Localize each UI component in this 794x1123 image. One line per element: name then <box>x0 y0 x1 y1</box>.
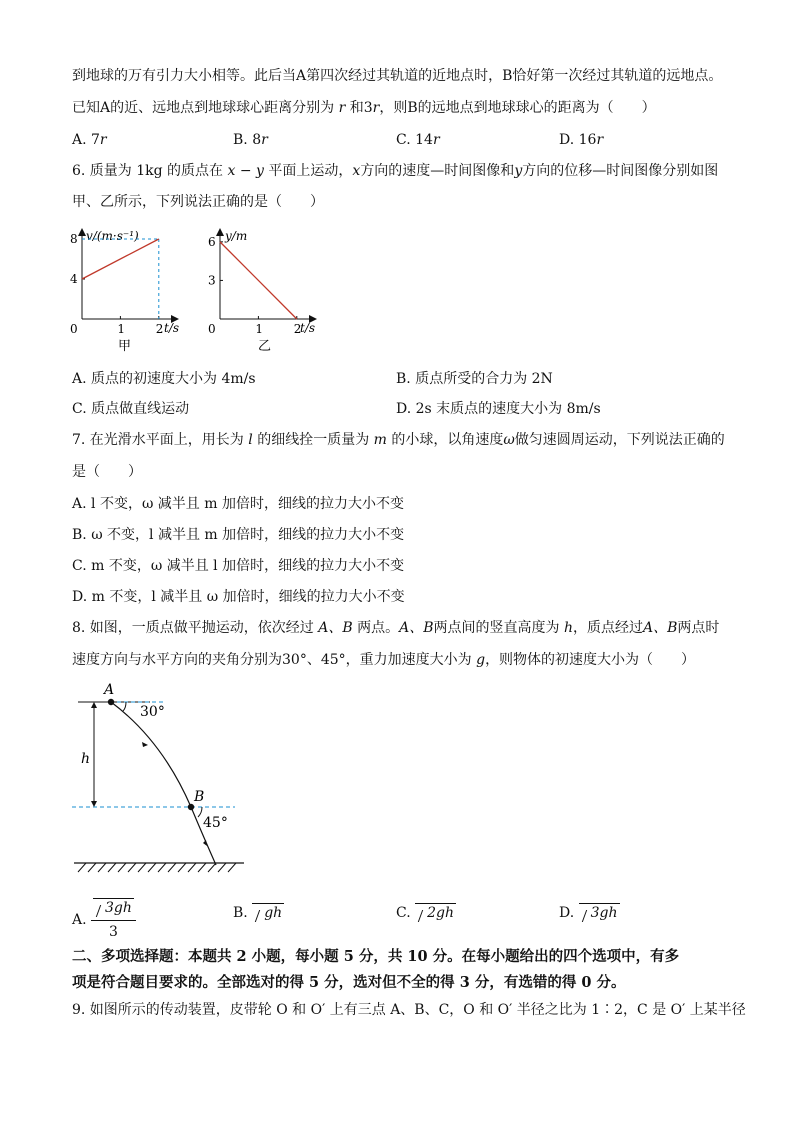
x-tick-label: 2 <box>155 322 164 336</box>
height-arrow-head-bottom <box>91 801 97 807</box>
x-tick-label: 1 <box>117 322 126 336</box>
q6-option-d[interactable]: D. 2s 末质点的速度大小为 8m/s <box>396 401 601 417</box>
chart-yi-title: 乙 <box>258 339 272 354</box>
angle-b-label: 45° <box>203 815 228 831</box>
x-tick-label: 0 <box>208 322 216 336</box>
q8-line1: 8. 如图，一质点做平抛运动，依次经过 A、B 两点。A、B两点间的竖直高度为 h，质点经过A、B两点时 <box>72 620 720 636</box>
q8-option-a[interactable]: A. $\frac{3gh}{3}$ <box>72 898 136 942</box>
chart-yi-xlabel: t/s <box>300 321 316 335</box>
q7-line2: 是（ ） <box>72 464 142 480</box>
q7-option-c[interactable]: C. m 不变，ω 减半且 l 加倍时，细线的拉力大小不变 <box>72 558 405 574</box>
q5-line1: 到地球的万有引力大小相等。此后当A第四次经过其轨道的近地点时，B恰好第一次经过其轨道的远地点。 <box>72 68 723 84</box>
q8-line2: 速度方向与水平方向的夹角分别为30°、45°，重力加速度大小为 g，则物体的初速度大小为（ ） <box>72 652 696 668</box>
angle-arc-b <box>198 807 202 817</box>
q5-line2: 已知A的近、远地点到地球球心距离分别为 r 和3r，则B的远地点到地球球心的距离为（ ） <box>72 100 656 116</box>
label-h: h <box>81 751 91 767</box>
q5-option-c[interactable]: C. 14r <box>396 132 440 148</box>
x-tick-label: 1 <box>255 322 264 336</box>
x-tick-label: 2 <box>293 322 302 336</box>
q6-option-a[interactable]: A. 质点的初速度大小为 4m/s <box>72 371 256 387</box>
q6-option-b[interactable]: B. 质点所受的合力为 2N <box>396 371 553 387</box>
chart-yi-ylabel: y/m <box>225 229 248 243</box>
q7-option-b[interactable]: B. ω 不变，l 减半且 m 加倍时，细线的拉力大小不变 <box>72 527 405 543</box>
q7-line1: 7. 在光滑水平面上，用长为 l 的细线拴一质量为 m 的小球，以角速度ω做匀速圆周运动，下列说法正确的 <box>72 432 725 448</box>
q5-option-d[interactable]: D. 16r <box>559 132 604 148</box>
chart-jia-xlabel: t/s <box>164 321 180 335</box>
section2-line2: 项是符合题目要求的。全部选对的得 5 分，选对但不全的得 3 分，有选错的得 0 分。 <box>72 974 626 991</box>
label-b: B <box>194 789 205 805</box>
chart-yi <box>204 224 334 356</box>
q8-option-b[interactable]: B. gh <box>233 905 283 921</box>
height-arrow-head-top <box>91 702 97 708</box>
projectile-figure <box>70 680 260 880</box>
series-line <box>220 242 297 319</box>
q8-option-c[interactable]: C. 2gh <box>396 905 455 921</box>
q7-option-a[interactable]: A. l 不变，ω 减半且 m 加倍时，细线的拉力大小不变 <box>72 496 404 512</box>
q6-line1: 6. 质量为 1kg 的质点在 x − y 平面上运动，x方向的速度—时间图像和y方向的位移—时间图像分别如图 <box>72 163 719 179</box>
q9-line1: 9. 如图所示的传动装置，皮带轮 O 和 O′ 上有三点 A、B、C，O 和 O′ 半径之比为 1∶2，C 是 O′ 上某半径 <box>72 1002 746 1018</box>
q6-line2: 甲、乙所示，下列说法正确的是（ ） <box>72 194 324 210</box>
q5-option-b[interactable]: B. 8r <box>233 132 268 148</box>
label-a: A <box>104 682 115 698</box>
chart-jia <box>66 224 196 356</box>
y-tick-label: 3 <box>208 273 216 288</box>
y-tick-label: 8 <box>70 232 78 246</box>
q5-option-a[interactable]: A. 7r <box>72 132 107 148</box>
chart-jia-ylabel: v/(m·s⁻¹) <box>86 229 139 243</box>
series-line <box>82 239 159 279</box>
y-tick-label: 6 <box>208 234 216 249</box>
section2-line1: 二、多项选择题：本题共 2 小题，每小题 5 分，共 10 分。在每小题给出的四个选项中，有多 <box>72 948 680 965</box>
angle-a-label: 30° <box>140 704 165 720</box>
trajectory <box>111 702 216 865</box>
fraction: $\frac{3gh}{3}$ <box>91 898 136 942</box>
q7-option-d[interactable]: D. m 不变，l 减半且 ω 加倍时，细线的拉力大小不变 <box>72 589 405 605</box>
ground-hatching <box>78 863 236 872</box>
angle-arc-a <box>123 702 126 711</box>
x-tick-label: 0 <box>70 322 78 336</box>
y-tick-label: 4 <box>70 272 78 286</box>
chart-jia-title: 甲 <box>118 339 132 354</box>
q8-option-d[interactable]: D. 3gh <box>559 905 618 921</box>
q6-option-c[interactable]: C. 质点做直线运动 <box>72 401 190 417</box>
trajectory-arrow-1 <box>142 742 148 747</box>
point-a <box>108 699 114 705</box>
